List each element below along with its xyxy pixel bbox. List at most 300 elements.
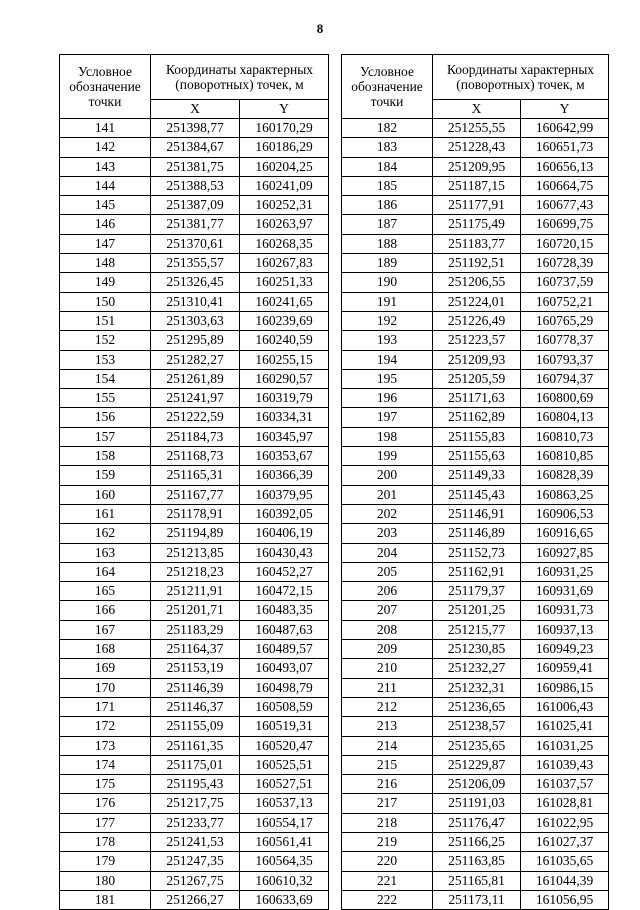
table-row: [342, 408, 609, 427]
point-number-cell: 175: [60, 775, 151, 794]
table-row: [60, 794, 329, 813]
y-coordinate-cell: 160986,15: [521, 678, 609, 697]
x-coordinate-cell: 251238,57: [433, 717, 521, 736]
point-number-cell: 190: [342, 273, 433, 292]
table-row: [60, 466, 329, 485]
table-row: [342, 466, 609, 485]
table-row: [60, 659, 329, 678]
table-row: [342, 331, 609, 350]
point-number-cell: 163: [60, 543, 151, 562]
y-coordinate-cell: 160366,39: [240, 466, 329, 485]
y-coordinate-cell: 160810,85: [521, 447, 609, 466]
point-number-cell: 193: [342, 331, 433, 350]
x-coordinate-cell: 251223,57: [433, 331, 521, 350]
point-number-cell: 212: [342, 697, 433, 716]
y-coordinate-cell: 160664,75: [521, 176, 609, 195]
x-coordinate-cell: 251241,97: [151, 389, 240, 408]
y-coordinate-cell: 160493,07: [240, 659, 329, 678]
x-coordinate-cell: 251155,63: [433, 447, 521, 466]
y-coordinate-cell: 160651,73: [521, 138, 609, 157]
point-number-cell: 198: [342, 427, 433, 446]
y-coordinate-cell: 160906,53: [521, 504, 609, 523]
y-coordinate-cell: 160793,37: [521, 350, 609, 369]
table-row: [342, 389, 609, 408]
y-coordinate-cell: 160720,15: [521, 234, 609, 253]
y-coordinate-cell: 160959,41: [521, 659, 609, 678]
y-coordinate-cell: 160778,37: [521, 331, 609, 350]
x-coordinate-cell: 251149,33: [433, 466, 521, 485]
table-row: [60, 485, 329, 504]
y-coordinate-cell: 160737,59: [521, 273, 609, 292]
y-coordinate-cell: 160656,13: [521, 157, 609, 176]
table-row: [60, 408, 329, 427]
y-coordinate-cell: 160392,05: [240, 504, 329, 523]
y-coordinate-cell: 160828,39: [521, 466, 609, 485]
table-row: [60, 350, 329, 369]
x-coordinate-cell: 251184,73: [151, 427, 240, 446]
table-row: [342, 755, 609, 774]
x-coordinate-cell: 251175,49: [433, 215, 521, 234]
table-row: [60, 620, 329, 639]
y-coordinate-cell: 160487,63: [240, 620, 329, 639]
x-coordinate-cell: 251173,11: [433, 890, 521, 909]
x-coordinate-cell: 251381,75: [151, 157, 240, 176]
point-number-cell: 203: [342, 524, 433, 543]
table-row: [342, 350, 609, 369]
y-coordinate-cell: 160430,43: [240, 543, 329, 562]
table-row: [60, 273, 329, 292]
x-coordinate-cell: 251171,63: [433, 389, 521, 408]
table-row: [60, 234, 329, 253]
point-number-cell: 211: [342, 678, 433, 697]
x-coordinate-cell: 251266,27: [151, 890, 240, 909]
x-coordinate-cell: 251206,09: [433, 775, 521, 794]
x-coordinate-cell: 251398,77: [151, 119, 240, 138]
point-number-cell: 189: [342, 254, 433, 273]
y-coordinate-cell: 160268,35: [240, 234, 329, 253]
x-coordinate-cell: 251146,39: [151, 678, 240, 697]
y-coordinate-cell: 160290,57: [240, 369, 329, 388]
point-number-cell: 176: [60, 794, 151, 813]
point-label-header: Условное обозначение точки: [60, 55, 151, 119]
point-number-cell: 191: [342, 292, 433, 311]
x-coordinate-cell: 251161,35: [151, 736, 240, 755]
x-coordinate-cell: 251310,41: [151, 292, 240, 311]
table-row: [342, 234, 609, 253]
point-number-cell: 144: [60, 176, 151, 195]
y-coordinate-cell: 160263,97: [240, 215, 329, 234]
table-row: [60, 389, 329, 408]
y-coordinate-cell: 160345,97: [240, 427, 329, 446]
x-coordinate-cell: 251211,91: [151, 582, 240, 601]
point-number-cell: 196: [342, 389, 433, 408]
table-row: [342, 196, 609, 215]
x-coordinate-cell: 251201,71: [151, 601, 240, 620]
point-number-cell: 205: [342, 562, 433, 581]
table-row: [60, 852, 329, 871]
x-coordinate-cell: 251387,09: [151, 196, 240, 215]
x-coordinate-cell: 251164,37: [151, 640, 240, 659]
point-number-cell: 148: [60, 254, 151, 273]
point-number-cell: 174: [60, 755, 151, 774]
y-coordinate-cell: 160804,13: [521, 408, 609, 427]
point-number-cell: 210: [342, 659, 433, 678]
table-row: [342, 736, 609, 755]
y-coordinate-cell: 161022,95: [521, 813, 609, 832]
table-row: [342, 582, 609, 601]
point-number-cell: 145: [60, 196, 151, 215]
y-coordinate-cell: 161027,37: [521, 832, 609, 851]
x-coordinate-cell: 251145,43: [433, 485, 521, 504]
point-number-cell: 184: [342, 157, 433, 176]
point-number-cell: 202: [342, 504, 433, 523]
point-number-cell: 199: [342, 447, 433, 466]
point-number-cell: 158: [60, 447, 151, 466]
table-row: [60, 176, 329, 195]
x-coordinate-cell: 251236,65: [433, 697, 521, 716]
x-coordinate-cell: 251146,91: [433, 504, 521, 523]
x-coordinate-cell: 251217,75: [151, 794, 240, 813]
table-row: [60, 890, 329, 909]
point-number-cell: 194: [342, 350, 433, 369]
table-row: [342, 813, 609, 832]
point-number-cell: 155: [60, 389, 151, 408]
point-number-cell: 183: [342, 138, 433, 157]
y-header: Y: [240, 100, 329, 119]
x-coordinate-cell: 251247,35: [151, 852, 240, 871]
y-coordinate-cell: 160204,25: [240, 157, 329, 176]
table-body-left: [60, 119, 329, 910]
table-row: [342, 215, 609, 234]
point-number-cell: 192: [342, 311, 433, 330]
point-number-cell: 166: [60, 601, 151, 620]
y-coordinate-cell: 160937,13: [521, 620, 609, 639]
point-number-cell: 147: [60, 234, 151, 253]
point-number-cell: 160: [60, 485, 151, 504]
y-coordinate-cell: 161028,81: [521, 794, 609, 813]
table-row: [342, 504, 609, 523]
y-coordinate-cell: 160489,57: [240, 640, 329, 659]
point-number-cell: 206: [342, 582, 433, 601]
y-coordinate-cell: 161039,43: [521, 755, 609, 774]
table-row: [342, 775, 609, 794]
x-coordinate-cell: 251295,89: [151, 331, 240, 350]
point-number-cell: 177: [60, 813, 151, 832]
point-number-cell: 141: [60, 119, 151, 138]
x-coordinate-cell: 251177,91: [433, 196, 521, 215]
table-row: [60, 543, 329, 562]
y-coordinate-cell: 160255,15: [240, 350, 329, 369]
table-row: [60, 871, 329, 890]
x-coordinate-cell: 251229,87: [433, 755, 521, 774]
x-coordinate-cell: 251206,55: [433, 273, 521, 292]
y-coordinate-cell: 161056,95: [521, 890, 609, 909]
point-number-cell: 200: [342, 466, 433, 485]
point-number-cell: 172: [60, 717, 151, 736]
y-coordinate-cell: 161025,41: [521, 717, 609, 736]
x-coordinate-cell: 251235,65: [433, 736, 521, 755]
point-number-cell: 170: [60, 678, 151, 697]
point-number-cell: 209: [342, 640, 433, 659]
table-row: [342, 292, 609, 311]
table-row: [60, 717, 329, 736]
point-number-cell: 154: [60, 369, 151, 388]
x-coordinate-cell: 251163,85: [433, 852, 521, 871]
point-number-cell: 143: [60, 157, 151, 176]
y-coordinate-cell: 161044,39: [521, 871, 609, 890]
point-number-cell: 217: [342, 794, 433, 813]
x-coordinate-cell: 251191,03: [433, 794, 521, 813]
x-coordinate-cell: 251230,85: [433, 640, 521, 659]
point-number-cell: 197: [342, 408, 433, 427]
x-coordinate-cell: 251165,31: [151, 466, 240, 485]
table-row: [60, 215, 329, 234]
table-row: [342, 427, 609, 446]
point-number-cell: 187: [342, 215, 433, 234]
y-coordinate-cell: 160252,31: [240, 196, 329, 215]
x-coordinate-cell: 251215,77: [433, 620, 521, 639]
y-coordinate-cell: 160379,95: [240, 485, 329, 504]
y-coordinate-cell: 160170,29: [240, 119, 329, 138]
point-number-cell: 219: [342, 832, 433, 851]
table-row: [342, 254, 609, 273]
table-row: [60, 678, 329, 697]
point-number-cell: 188: [342, 234, 433, 253]
y-coordinate-cell: 160241,65: [240, 292, 329, 311]
y-coordinate-cell: 161037,57: [521, 775, 609, 794]
table-row: [342, 369, 609, 388]
point-number-cell: 168: [60, 640, 151, 659]
point-number-cell: 218: [342, 813, 433, 832]
coordinates-table-right: [341, 54, 609, 910]
y-coordinate-cell: 160251,33: [240, 273, 329, 292]
x-coordinate-cell: 251388,53: [151, 176, 240, 195]
y-coordinate-cell: 160610,32: [240, 871, 329, 890]
table-row: [342, 620, 609, 639]
point-number-cell: 173: [60, 736, 151, 755]
x-coordinate-cell: 251162,91: [433, 562, 521, 581]
y-coordinate-cell: 160498,79: [240, 678, 329, 697]
page-number: 8: [316, 21, 324, 36]
x-coordinate-cell: 251370,61: [151, 234, 240, 253]
point-number-cell: 185: [342, 176, 433, 195]
point-number-cell: 214: [342, 736, 433, 755]
point-number-cell: 186: [342, 196, 433, 215]
x-coordinate-cell: 251255,55: [433, 119, 521, 138]
y-coordinate-cell: 160863,25: [521, 485, 609, 504]
point-number-cell: 180: [60, 871, 151, 890]
x-coordinate-cell: 251209,93: [433, 350, 521, 369]
point-number-cell: 213: [342, 717, 433, 736]
point-number-cell: 221: [342, 871, 433, 890]
y-coordinate-cell: 160699,75: [521, 215, 609, 234]
table-row: [60, 640, 329, 659]
x-coordinate-cell: 251381,77: [151, 215, 240, 234]
y-coordinate-cell: 160537,13: [240, 794, 329, 813]
table-row: [60, 138, 329, 157]
x-coordinate-cell: 251326,45: [151, 273, 240, 292]
table-row: [342, 717, 609, 736]
coordinates-table-left: [59, 54, 329, 910]
point-number-cell: 204: [342, 543, 433, 562]
x-coordinate-cell: 251192,51: [433, 254, 521, 273]
y-coordinate-cell: 161031,25: [521, 736, 609, 755]
table-row: [60, 832, 329, 851]
x-coordinate-cell: 251155,09: [151, 717, 240, 736]
y-coordinate-cell: 160319,79: [240, 389, 329, 408]
y-coordinate-cell: 160752,21: [521, 292, 609, 311]
table-row: [60, 697, 329, 716]
point-label-header: Условное обозначение точки: [342, 55, 433, 119]
coordinates-header: Координаты характерных (поворотных) точек, м: [151, 55, 329, 100]
x-coordinate-cell: 251162,89: [433, 408, 521, 427]
table-row: [342, 890, 609, 909]
point-number-cell: 179: [60, 852, 151, 871]
table-body-right: [342, 119, 609, 910]
x-coordinate-cell: 251165,81: [433, 871, 521, 890]
point-number-cell: 146: [60, 215, 151, 234]
x-coordinate-cell: 251218,23: [151, 562, 240, 581]
y-coordinate-cell: 160483,35: [240, 601, 329, 620]
point-number-cell: 142: [60, 138, 151, 157]
point-number-cell: 150: [60, 292, 151, 311]
x-coordinate-cell: 251303,63: [151, 311, 240, 330]
y-coordinate-cell: 160186,29: [240, 138, 329, 157]
table-row: [60, 582, 329, 601]
x-coordinate-cell: 251282,27: [151, 350, 240, 369]
y-coordinate-cell: 160267,83: [240, 254, 329, 273]
point-number-cell: 215: [342, 755, 433, 774]
y-coordinate-cell: 160240,59: [240, 331, 329, 350]
x-coordinate-cell: 251224,01: [433, 292, 521, 311]
x-header: X: [433, 100, 521, 119]
x-coordinate-cell: 251384,67: [151, 138, 240, 157]
point-number-cell: 181: [60, 890, 151, 909]
y-header: Y: [521, 100, 609, 119]
y-coordinate-cell: 160633,69: [240, 890, 329, 909]
y-coordinate-cell: 160927,85: [521, 543, 609, 562]
y-coordinate-cell: 160508,59: [240, 697, 329, 716]
x-coordinate-cell: 251213,85: [151, 543, 240, 562]
y-coordinate-cell: 160353,67: [240, 447, 329, 466]
x-coordinate-cell: 251155,83: [433, 427, 521, 446]
y-coordinate-cell: 160564,35: [240, 852, 329, 871]
table-row: [60, 119, 329, 138]
table-row: [342, 543, 609, 562]
table-row: [342, 794, 609, 813]
point-number-cell: 207: [342, 601, 433, 620]
x-header: X: [151, 100, 240, 119]
table-row: [342, 562, 609, 581]
y-coordinate-cell: 160677,43: [521, 196, 609, 215]
y-coordinate-cell: 160519,31: [240, 717, 329, 736]
x-coordinate-cell: 251222,59: [151, 408, 240, 427]
y-coordinate-cell: 160472,15: [240, 582, 329, 601]
point-number-cell: 182: [342, 119, 433, 138]
y-coordinate-cell: 160800,69: [521, 389, 609, 408]
y-coordinate-cell: 160810,73: [521, 427, 609, 446]
x-coordinate-cell: 251267,75: [151, 871, 240, 890]
y-coordinate-cell: 161006,43: [521, 697, 609, 716]
point-number-cell: 201: [342, 485, 433, 504]
table-row: [342, 119, 609, 138]
table-row: [60, 524, 329, 543]
point-number-cell: 167: [60, 620, 151, 639]
table-row: [60, 331, 329, 350]
x-coordinate-cell: 251146,89: [433, 524, 521, 543]
y-coordinate-cell: 160334,31: [240, 408, 329, 427]
point-number-cell: 171: [60, 697, 151, 716]
table-row: [342, 157, 609, 176]
table-row: [60, 736, 329, 755]
x-coordinate-cell: 251168,73: [151, 447, 240, 466]
y-coordinate-cell: 160931,73: [521, 601, 609, 620]
y-coordinate-cell: 160765,29: [521, 311, 609, 330]
x-coordinate-cell: 251178,91: [151, 504, 240, 523]
x-coordinate-cell: 251187,15: [433, 176, 521, 195]
x-coordinate-cell: 251228,43: [433, 138, 521, 157]
point-number-cell: 161: [60, 504, 151, 523]
table-row: [60, 369, 329, 388]
x-coordinate-cell: 251241,53: [151, 832, 240, 851]
table-row: [342, 659, 609, 678]
y-coordinate-cell: 160931,69: [521, 582, 609, 601]
point-number-cell: 220: [342, 852, 433, 871]
x-coordinate-cell: 251153,19: [151, 659, 240, 678]
table-row: [60, 254, 329, 273]
table-row: [342, 524, 609, 543]
table-row: [342, 852, 609, 871]
y-coordinate-cell: 160794,37: [521, 369, 609, 388]
point-number-cell: 149: [60, 273, 151, 292]
table-row: [342, 678, 609, 697]
table-row: [60, 427, 329, 446]
point-number-cell: 153: [60, 350, 151, 369]
x-coordinate-cell: 251205,59: [433, 369, 521, 388]
x-coordinate-cell: 251232,31: [433, 678, 521, 697]
x-coordinate-cell: 251261,89: [151, 369, 240, 388]
table-row: [60, 447, 329, 466]
x-coordinate-cell: 251233,77: [151, 813, 240, 832]
table-row: [342, 640, 609, 659]
table-row: [60, 157, 329, 176]
x-coordinate-cell: 251183,77: [433, 234, 521, 253]
x-coordinate-cell: 251226,49: [433, 311, 521, 330]
point-number-cell: 208: [342, 620, 433, 639]
table-row: [342, 138, 609, 157]
table-row: [60, 813, 329, 832]
point-number-cell: 151: [60, 311, 151, 330]
y-coordinate-cell: 160525,51: [240, 755, 329, 774]
y-coordinate-cell: 160239,69: [240, 311, 329, 330]
y-coordinate-cell: 160406,19: [240, 524, 329, 543]
x-coordinate-cell: 251152,73: [433, 543, 521, 562]
table-row: [342, 697, 609, 716]
point-number-cell: 152: [60, 331, 151, 350]
x-coordinate-cell: 251167,77: [151, 485, 240, 504]
point-number-cell: 159: [60, 466, 151, 485]
table-row: [342, 832, 609, 851]
x-coordinate-cell: 251179,37: [433, 582, 521, 601]
table-row: [342, 601, 609, 620]
table-row: [342, 311, 609, 330]
x-coordinate-cell: 251232,27: [433, 659, 521, 678]
point-number-cell: 195: [342, 369, 433, 388]
y-coordinate-cell: 160520,47: [240, 736, 329, 755]
point-number-cell: 169: [60, 659, 151, 678]
table-row: [60, 755, 329, 774]
table-row: [342, 485, 609, 504]
